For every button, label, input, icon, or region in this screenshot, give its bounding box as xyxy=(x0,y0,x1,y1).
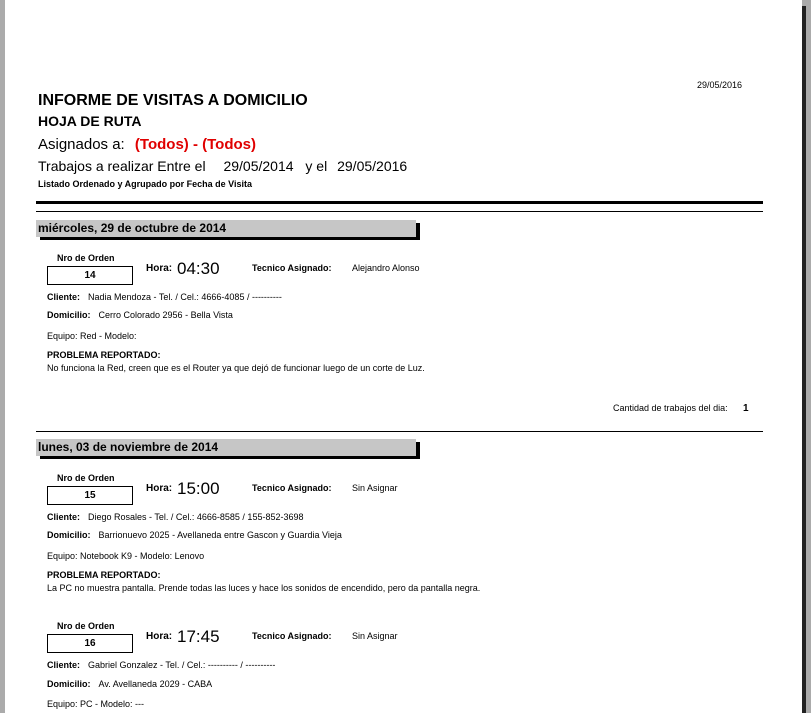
time-label: Hora: xyxy=(146,263,173,274)
range-to: 29/05/2016 xyxy=(337,158,408,174)
range-and: y el xyxy=(305,158,328,174)
address-label: Domicilio: xyxy=(47,530,91,540)
technician-label: Tecnico Asignado: xyxy=(252,483,332,493)
page-shadow xyxy=(802,6,806,713)
equipment-line: Equipo: Red - Modelo: xyxy=(47,331,137,341)
header-rule-thick xyxy=(36,201,763,204)
day-count-value: 1 xyxy=(743,403,749,414)
range-from: 29/05/2014 xyxy=(223,158,294,174)
report-title: INFORME DE VISITAS A DOMICILIO xyxy=(38,92,308,109)
technician-value: Sin Asignar xyxy=(352,631,398,641)
order-number-label: Nro de Orden xyxy=(57,253,115,263)
client-value: Gabriel Gonzalez - Tel. / Cel.: ---------- / ---------- xyxy=(88,660,276,670)
client-value: Nadia Mendoza - Tel. / Cel.: 4666-4085 / ---------- xyxy=(88,292,282,302)
problem-label: PROBLEMA REPORTADO: xyxy=(47,570,161,580)
assigned-value: (Todos) - (Todos) xyxy=(134,136,256,153)
client-value: Diego Rosales - Tel. / Cel.: 4666-8585 / 155-852-3698 xyxy=(88,512,304,522)
address-value: Cerro Colorado 2956 - Bella Vista xyxy=(98,310,233,320)
address-label: Domicilio: xyxy=(47,679,91,689)
order-number: 15 xyxy=(47,486,133,505)
time-label: Hora: xyxy=(146,483,173,494)
date-range-line xyxy=(38,158,407,174)
problem-text: La PC no muestra pantalla. Prende todas las luces y hace los sonidos de encendido, pero da pantalla negra. xyxy=(47,583,481,593)
group-separator xyxy=(36,431,763,432)
report-page xyxy=(5,0,802,713)
client-line xyxy=(47,660,275,670)
technician-value: Alejandro Alonso xyxy=(352,263,420,273)
address-line xyxy=(47,310,233,320)
client-line xyxy=(47,292,282,302)
client-line xyxy=(47,512,303,522)
time-label: Hora: xyxy=(146,631,173,642)
range-label: Trabajos a realizar Entre el xyxy=(38,158,206,174)
problem-text: No funciona la Red, creen que es el Router ya que dejó de funcionar luego de un corte de Luz. xyxy=(47,363,425,373)
order-number-label: Nro de Orden xyxy=(57,621,115,631)
order-number: 14 xyxy=(47,266,133,285)
day-header: lunes, 03 de noviembre de 2014 xyxy=(36,439,416,456)
equipment-line: Equipo: PC - Modelo: --- xyxy=(47,699,145,709)
client-label: Cliente: xyxy=(47,292,81,302)
address-label: Domicilio: xyxy=(47,310,91,320)
header-rule-thin xyxy=(36,211,763,212)
report-subtitle: HOJA DE RUTA xyxy=(38,113,142,129)
technician-value: Sin Asignar xyxy=(352,483,398,493)
address-value: Av. Avellaneda 2029 - CABA xyxy=(98,679,213,689)
print-date: 29/05/2016 xyxy=(697,80,743,90)
day-count-label: Cantidad de trabajos del dia: xyxy=(613,403,728,413)
client-label: Cliente: xyxy=(47,512,81,522)
equipment-line: Equipo: Notebook K9 - Modelo: Lenovo xyxy=(47,551,205,561)
visit-time: 17:45 xyxy=(177,627,220,646)
address-line xyxy=(47,530,342,540)
client-label: Cliente: xyxy=(47,660,81,670)
assigned-label: Asignados a: xyxy=(38,136,125,153)
assigned-line xyxy=(38,136,256,153)
visit-time: 15:00 xyxy=(177,479,220,498)
technician-label: Tecnico Asignado: xyxy=(252,631,332,641)
technician-label: Tecnico Asignado: xyxy=(252,263,332,273)
address-value: Barrionuevo 2025 - Avellaneda entre Gascon y Guardia Vieja xyxy=(98,530,342,540)
sort-description: Listado Ordenado y Agrupado por Fecha de Visita xyxy=(38,179,253,189)
day-header: miércoles, 29 de octubre de 2014 xyxy=(36,220,416,237)
order-number: 16 xyxy=(47,634,133,653)
address-line xyxy=(47,679,212,689)
problem-label: PROBLEMA REPORTADO: xyxy=(47,350,161,360)
order-number-label: Nro de Orden xyxy=(57,473,115,483)
visit-time: 04:30 xyxy=(177,259,220,278)
